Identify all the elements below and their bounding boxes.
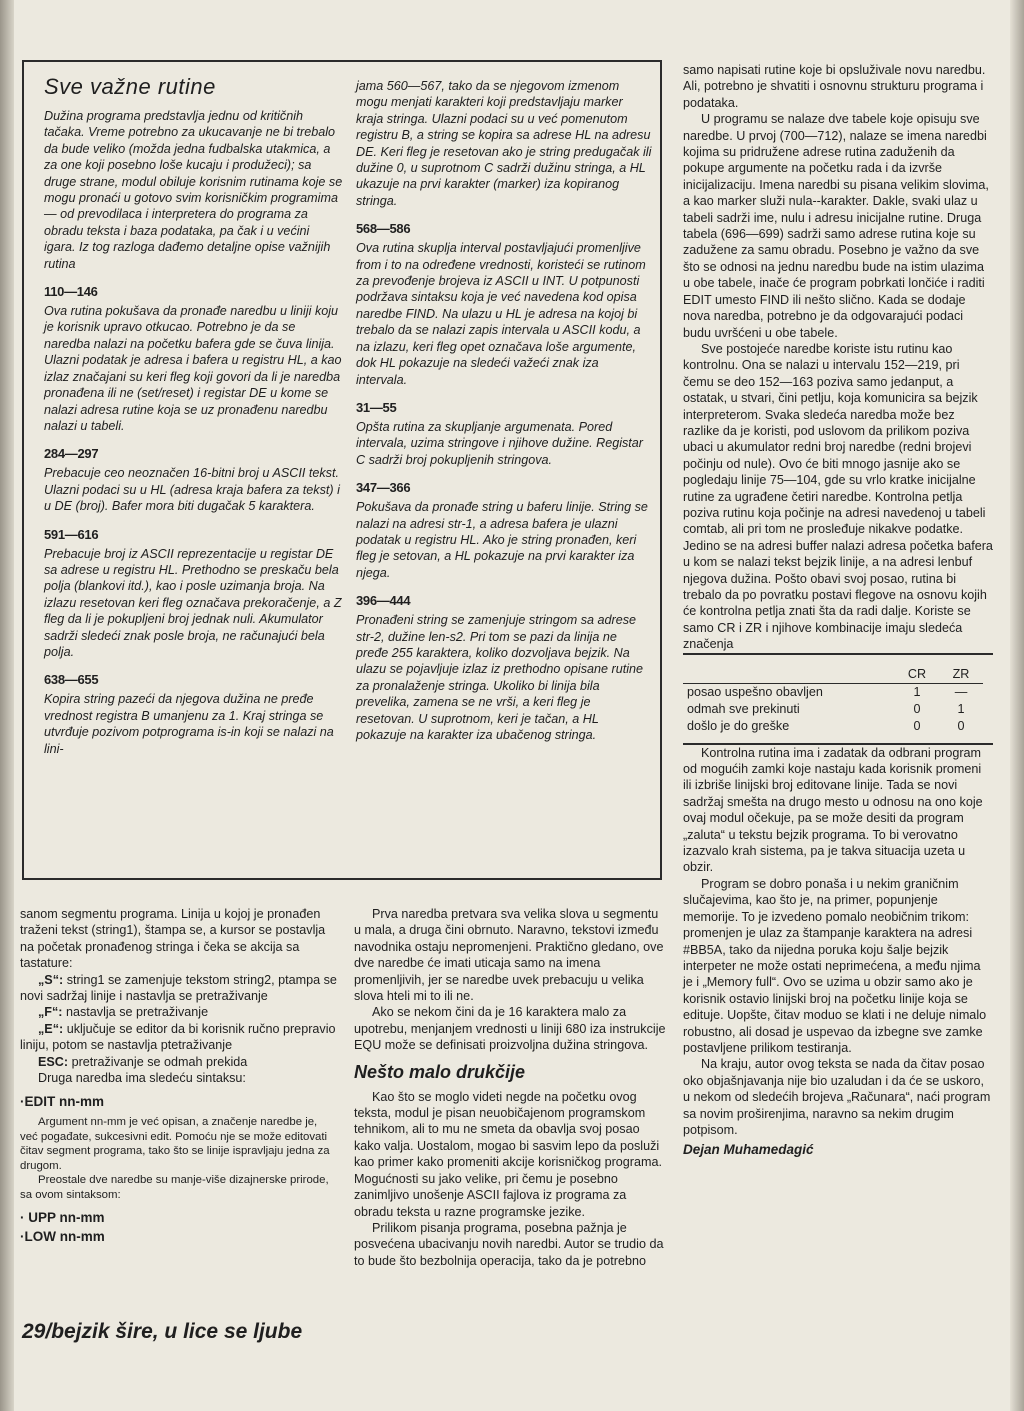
paragraph: U programu se nalaze dve tabele koje opisuju sve naredbe. U prvoj (700—712), nalaze se imena naredbi kojima su pridružene adrese rutina zaduženih da pokupe argumente na početku rada i da izvrše inicijalizaciju. Imena naredbi su pisana velikim slovima, a kao marker služi nula--karakter. Dakle, svaki ulaz u tabeli sadrži ime, nulu i adresu inicijalne rutine. Druga tabela (696—699) sadrži samo adrese rutina koje su zadužene za samu obradu. Posebno je važno da sve što se odnosi na jednu naredbu bude na istim ulazima u obe tabele, inače će program pobrkati lončiće i raditi EDIT umesto FIND ili nešto slično. Kada se dodaje nova naredba, potrebno je da odgovarajući podaci budu uvršćeni u obe tabele. [683, 112, 989, 340]
flags-table [683, 665, 983, 735]
box-title: Sve važne rutine [44, 74, 216, 99]
routine-text: Prebacuje ceo neoznačen 16-bitni broj u ASCII tekst. Ulazni podaci su u HL (adresa kraja bafera za tekst) i u DE (broj). Bafer mora biti dugačak 5 karaktera. [44, 466, 340, 514]
routine-range: 638—655 [44, 672, 99, 688]
paragraph: Ako se nekom čini da je 16 karaktera malo za upotrebu, menjanjem vrednosti u liniji 680 iza instrukcije EQU može se definisati proizvoljna dužina stringova. [354, 1005, 666, 1053]
article-column-middle [354, 906, 666, 1269]
key-item [20, 1021, 338, 1054]
routine-text: Opšta rutina za skupljanje argumenata. Pored intervala, uzima stringove i njihove dužine. Registar C sadrži broj pokupljenih stringova. [356, 419, 643, 467]
page-footer: 29/bejzik šire, u lice se ljube [22, 1320, 303, 1343]
routine-range: 347—366 [356, 480, 411, 496]
paragraph: Sve postojeće naredbe koriste istu rutinu kao kontrolnu. Ona se nalazi u intervalu 152—219, pri čemu se deo 152—163 poziva samo jedanput, a ostatak, u stvari, čini petlju, koja komunicira sa bejzik interpreterom. Svaka sledeća naredba može bez razlike da je koristi, pod uslovom da prilikom poziva ubaci u akumulator redni broj naredbe (redni brojevi počinju od nule). Ovo će biti mnogo jasnije ako se pogledaju linije 75—104, gde su vrlo kratke inicijalne rutine za ugrađene četiri naredbe. Kontrolna petlja poziva rutinu koja počinje na adresi navedenoj u tabeli comtab, ali pri tom ne prosleđuje nikakve podatke. Jedino se na adresi buffer nalazi adresa početka bafera u kom se nalazi tekst bejzik linije, a na adresi lenbuf njegova dužina. Pošto obavi svoj posao, rutina bi trebalo da po povratku postavi flegove na osnovu kojih će kontrolna petlja znati šta da radi dalje. Koriste se samo CR i ZR i njihove kombinacije imaju sledeća značenja [683, 341, 993, 652]
paragraph: Program se dobro ponaša i u nekim graničnim slučajevima, kao što je, na primer, popunjenje memorije. To je izvedeno pomalo neobičnim trikom: promenjen je ulaz za štampanje karaktera na adresi #BB5A, tako da nijedna poruka koju šalje bejzik interpeter ne može ostati neprimećena, a među njima je i „Memory full“. Ovo se uzima u obzir samo ako je korisnik ostavio linijski broj na početku linije koja se edituje. Uopšte, čitav moduo se klati i ne deluje nimalo robustno, ali dosad je uspevao da izbegne sve zamke postavljene prilikom testiranja. [683, 876, 987, 1055]
routine-range: 396—444 [356, 593, 411, 609]
paragraph: Prva naredba pretvara sva velika slova u segmentu u mala, a druga čini obrnuto. Naravno, tekstovi između navodnika ostaju nepromenjeni. Praktično gledano, ove dve naredbe će imati uticaja samo na imena promenljivih, jer se naredbe uvek prebacuju u velika slova hteli mi to ili ne. [354, 907, 664, 1004]
paragraph-small: Preostale dve naredbe su manje-više dizajnerske prirode, sa ovom sintaksom: [20, 1174, 329, 1201]
table-cell: — [954, 684, 968, 699]
page-edge-right [1010, 0, 1024, 1411]
table-cell: 1 [957, 701, 965, 716]
command-syntax: · UPP nn-mm [20, 1209, 105, 1225]
key-description: string1 se zamenjuje tekstom string2, ptampa se novi sadržaj linije i nastavlja se pretraživanje [20, 972, 337, 1004]
table-header: ZR [939, 665, 983, 684]
command-syntax: ·LOW nn-mm [20, 1228, 105, 1244]
routine-range: 568—586 [356, 221, 411, 237]
box-column-left [44, 74, 344, 757]
page-edge-left [0, 0, 14, 1411]
table-row [683, 718, 983, 735]
table-header-row [683, 665, 983, 684]
table-cell: došlo je do greške [687, 718, 790, 733]
key-item [20, 1054, 338, 1070]
command-syntax: ·EDIT nn-mm [20, 1094, 104, 1110]
key-label: ESC: [38, 1054, 69, 1069]
key-item [20, 972, 338, 1005]
table-header [683, 665, 895, 684]
key-description: uključuje se editor da bi korisnik ručno prepravio liniju, potom se nastavlja ptetraživanje [20, 1021, 336, 1053]
routine-range: 110—146 [44, 284, 98, 300]
table-cell: 1 [913, 684, 921, 699]
paragraph: Kontrolna rutina ima i zadatak da odbrani program od mogućih zamki koje nastaju kada korisnik promeni ili izbriše linijski broj editovane linije. Tada se novi sadržaj smešta na drugo mesto u odnosu na ono koje ovaj modul očekuje, pa se može desiti da program „zaluta“ u tekstu bejzik programa. To bi verovatno izazvalo krah sistema, pa je takva situacija uzeta u obzir. [683, 745, 983, 875]
key-description: nastavlja se pretraživanje [65, 1005, 209, 1020]
table-cell: 0 [913, 718, 921, 733]
box-mid-intro: jama 560—567, tako da se njegovom izmenom mogu menjati karakteri koji predstavljaju marker kraja stringa. Ulazni podaci su u već pomenutom registru B, a string se kopira sa adrese HL na adresu DE. Keri fleg je resetovan ako je string predugačak ili dužine 0, u suprotnom C sadrži dužinu stringa, a HL ukazuje na prvi karakter (marker) iza kopiranog stringa. [356, 79, 652, 208]
paragraph: samo napisati rutine koje bi opsluživale novu naredbu. Ali, potrebno je shvatiti i osnovnu strukturu programa i podataka. [683, 63, 986, 110]
routine-text: Pokušava da pronađe string u baferu linije. String se nalazi na adresi str-1, a adresa bafera je ulazni podatak u registru HL. Ako je string pronađen, keri fleg je setovan, a HL pokazuje na prvi karakter iza njega. [356, 500, 648, 580]
paragraph: Na kraju, autor ovog teksta se nada da čitav posao oko objašnjavanja nije bio uzaludan i da će se uskoro, u nekom od sledećih brojeva „Računara“, naći program sa novim proširenjima, naravno sa nekim drugim potpisom. [683, 1057, 991, 1137]
routine-range: 284—297 [44, 446, 99, 462]
article-column-left [20, 906, 338, 1250]
key-label: „S“: [38, 972, 64, 987]
table-cell: 0 [957, 718, 965, 733]
key-label: „E“: [38, 1021, 64, 1036]
table-cell: 0 [913, 701, 921, 716]
paragraph: sanom segmentu programa. Linija u kojoj je pronađen traženi tekst (string1), štampa se, a kursor se postavlja na početak pronađenog stringa i čeka se akcija sa tastature: [20, 907, 326, 971]
routine-range: 591—616 [44, 526, 99, 542]
table-row [683, 683, 983, 701]
key-label: „F“: [38, 1005, 63, 1020]
box-intro: Dužina programa predstavlja jednu od kritičnih tačaka. Vreme potrebno za ukucavanje ne bi trebalo da bude veliko (možda jedna fudbalska utakmica, a za one koji posebno loše kucaju i produžeci); sa druge strane, modul obiluje korisnim rutinama koje se mogu pronaći u gotovo svim korisničkim programima — od prevodilaca i interpretera do programa za obradu teksta i baza podataka, pa čak i u većini igara. Iz tog razloga dađemo detaljne opise važnijih rutina [44, 109, 343, 271]
routine-text: Ova rutina pokušava da pronađe naredbu u liniji koju je korisnik upravo otkucao. Potrebno je da se naredba nalazi na početku bafera gde se čuva linija. Ulazni podatak je adresa i bafera u registru HL, a kao izlaz značajani su keri fleg koji govori da li je naredba pronađena ili ne (set/reset) i registar DE u kome se nalazi adresa rutine koja se uz pronađenu naredbu nalazi u tabeli. [44, 304, 342, 433]
routine-text: Kopira string pazeći da njegova dužina ne pređe vrednost registra B umanjenu za 1. Kraj stringa se utvrđuje pozivom potprograma is-in koji se nalazi na lini- [44, 692, 334, 756]
routine-text: Ova rutina skuplja interval postavljajući promenljive from i to na određene vrednosti, koristeći se rutinom za prevođenje brojeva iz ASCII u INT. U potpunosti podržava sintaksu koja je već navedena kod opisa naredbe FIND. Na ulazu u HL je adresa na kojoj bi trebalo da se nalazi zapis intervala u ASCII kodu, a na izlazu, keri fleg opet označava loše argumente, dok HL pokazuje na sledeći važeći znak iza intervala. [356, 241, 646, 387]
key-item [20, 1004, 338, 1020]
paragraph: Kao što se moglo videti negde na početku ovog teksta, modul je pisan neuobičajenom programskom tehnikom, ali to mu ne smeta da obavlja svoj posao kako valja. Uostalom, mogao bi sasvim lepo da posluži kao primer kako promeniti akcije korisničkog programa. Mogućnosti su jako velike, pri čemu je posebno zanimljivo unošenje ASCII fajlova iz programa za obradu teksta u razne programske jezike. [354, 1089, 662, 1219]
paragraph-small: Argument nn-mm je već opisan, a značenje naredbe je, već pogađate, sukcesivni edit. Pomoću nje se može editovati čitav segment programa, tako što se linije ispravljaju jedna za drugom. [20, 1116, 330, 1172]
routine-text: Pronađeni string se zamenjuje stringom sa adrese str-2, dužine len-s2. Pri tom se pazi da linija ne pređe 255 karaktera, koliko dozvoljava bejzik. Na ulazu se pojavljuje izlaz iz prethodno opisane rutine za pronalaženje stringa. Ukoliko bi linija bila prevelika, zamena se ne vrši, a keri fleg je resetovan. U suprotnom, keri je tačan, a HL pokazuje na karakter iza ubačenog stringa. [356, 613, 644, 742]
routine-range: 31—55 [356, 399, 397, 415]
section-heading: Nešto malo drukčije [354, 1061, 526, 1082]
routines-box [22, 60, 662, 880]
flags-table-frame [683, 653, 993, 745]
routine-text: Prebacuje broj iz ASCII reprezentacije u registar DE sa adrese u registru HL. Prethodno se preskaču bela polja (blankovi itd.), kao i posle uzimanja broja. Na izlazu resetovan keri fleg označava prekoračenje, a Z fleg da li je pokupljeni broj jednak nuli. Akumulator sadrži sledeći znak posle broja, ne računajući bela polja. [44, 546, 342, 659]
table-row [683, 701, 983, 718]
table-cell: odmah sve prekinuti [687, 701, 800, 716]
article-column-right [683, 62, 993, 1157]
key-description: pretraživanje se odmah prekida [71, 1054, 248, 1069]
table-cell: posao uspešno obavljen [687, 684, 823, 699]
box-column-middle [356, 78, 652, 743]
author-signature: Dejan Muhamedagić [683, 1142, 814, 1158]
paragraph: Druga naredba ima sledeću sintaksu: [38, 1071, 246, 1086]
table-header: CR [895, 665, 939, 684]
paragraph: Prilikom pisanja programa, posebna pažnja je posvećena ubacivanju novih naredbi. Autor se trudio da to bude što bezbolnija operacija, tako da je potrebno [354, 1220, 664, 1268]
